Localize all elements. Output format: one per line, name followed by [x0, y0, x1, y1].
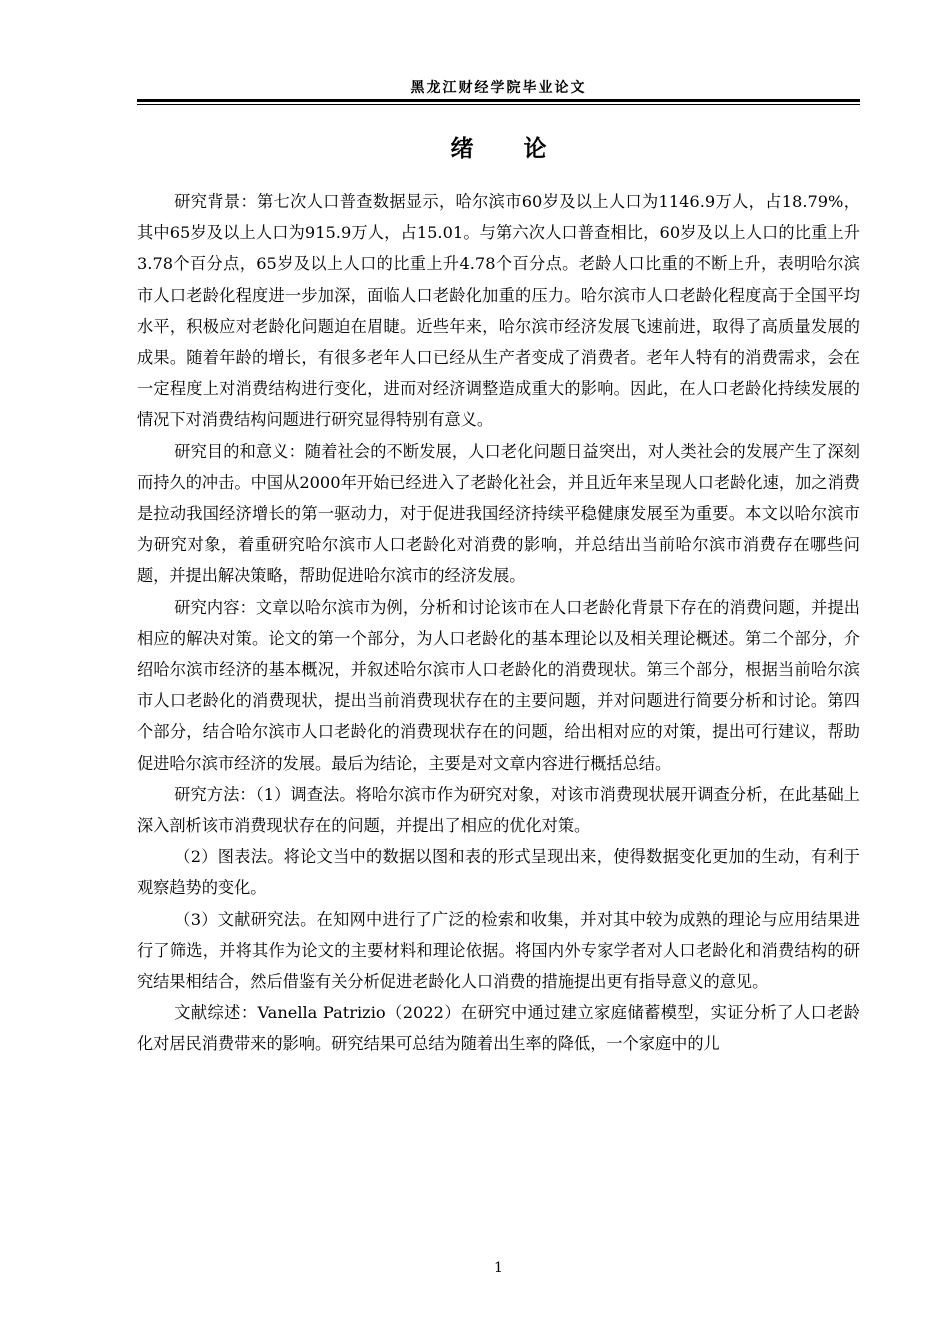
paragraph-method-2: （2）图表法。将论文当中的数据以图和表的形式呈现出来，使得数据变化更加的生动，有利于观察趋势的变化。 — [137, 847, 860, 898]
section-title-part1: 绪 — [450, 136, 474, 162]
header-rule-thin — [137, 104, 860, 105]
running-header: 黑龙江财经学院毕业论文 — [410, 80, 587, 96]
section-title — [137, 132, 860, 166]
section-title-part2: 论 — [523, 136, 547, 162]
body-text — [137, 186, 860, 1060]
paragraph-purpose: 研究目的和意义：随着社会的不断发展，人口老化问题日益突出，对人类社会的发展产生了深刻而持久的冲击。中国从2000年开始已经进入了老龄化社会，并且近年来呈现人口老龄化速，加之消费是拉动我国经济增长的第一驱动力，对于促进我国经济持续平稳健康发展至为重要。本文以哈尔滨市为研究对象，着重研究哈尔滨市人口老龄化对消费的影响，并总结出当前哈尔滨市消费存在哪些问题，并提出解决策略，帮助促进哈尔滨市的经济发展。 — [137, 441, 860, 586]
page-number: 1 — [494, 1260, 503, 1276]
paragraph-method-3: （3）文献研究法。在知网中进行了广泛的检索和收集，并对其中较为成熟的理论与应用结果进行了筛选，并将其作为论文的主要材料和理论依据。将国内外专家学者对人口老龄化和消费结构的研究结果相结合，然后借鉴有关分析促进老龄化人口消费的措施提出更有指导意义的意见。 — [137, 909, 860, 992]
paragraph-content: 研究内容：文章以哈尔滨市为例，分析和讨论该市在人口老龄化背景下存在的消费问题，并提出相应的解决对策。论文的第一个部分，为人口老龄化的基本理论以及相关理论概述。第二个部分，介绍哈尔滨市经济的基本概况，并叙述哈尔滨市人口老龄化的消费现状。第三个部分，根据当前哈尔滨市人口老龄化的消费现状，提出当前消费现状存在的主要问题，并对问题进行简要分析和讨论。第四个部分，结合哈尔滨市人口老龄化的消费现状存在的问题，给出相对应的对策，提出可行建议，帮助促进哈尔滨市经济的发展。最后为结论，主要是对文章内容进行概括总结。 — [137, 597, 860, 773]
paragraph-background: 研究背景：第七次人口普查数据显示，哈尔滨市60岁及以上人口为1146.9万人，占18.79%，其中65岁及以上人口为915.9万人，占15.01。与第六次人口普查相比，60岁及以上人口的比重上升3.78个百分点，65岁及以上人口的比重上升4.78个百分点。老龄人口比重的不断上升，表明哈尔滨市人口老龄化程度进一步加深，面临人口老龄化加重的压力。哈尔滨市人口老龄化程度高于全国平均水平，积极应对老龄化问题迫在眉睫。近些年来，哈尔滨市经济发展飞速前进，取得了高质量发展的成果。随着年龄的增长，有很多老年人口已经从生产者变成了消费者。老年人特有的消费需求，会在一定程度上对消费结构进行变化，进而对经济调整造成重大的影响。因此，在人口老龄化持续发展的情况下对消费结构问题进行研究显得特别有意义。 — [137, 192, 860, 430]
paragraph-method-1: 研究方法：（1）调查法。将哈尔滨市作为研究对象，对该市消费现状展开调查分析，在此基础上深入剖析该市消费现状存在的问题，并提出了相应的优化对策。 — [137, 784, 860, 836]
header-rule-thick — [137, 99, 860, 102]
paragraph-literature-review: 文献综述：Vanella Patrizio（2022）在研究中通过建立家庭储蓄模型，实证分析了人口老龄化对居民消费带来的影响。研究结果可总结为随着出生率的降低，一个家庭中的儿 — [137, 1003, 860, 1054]
